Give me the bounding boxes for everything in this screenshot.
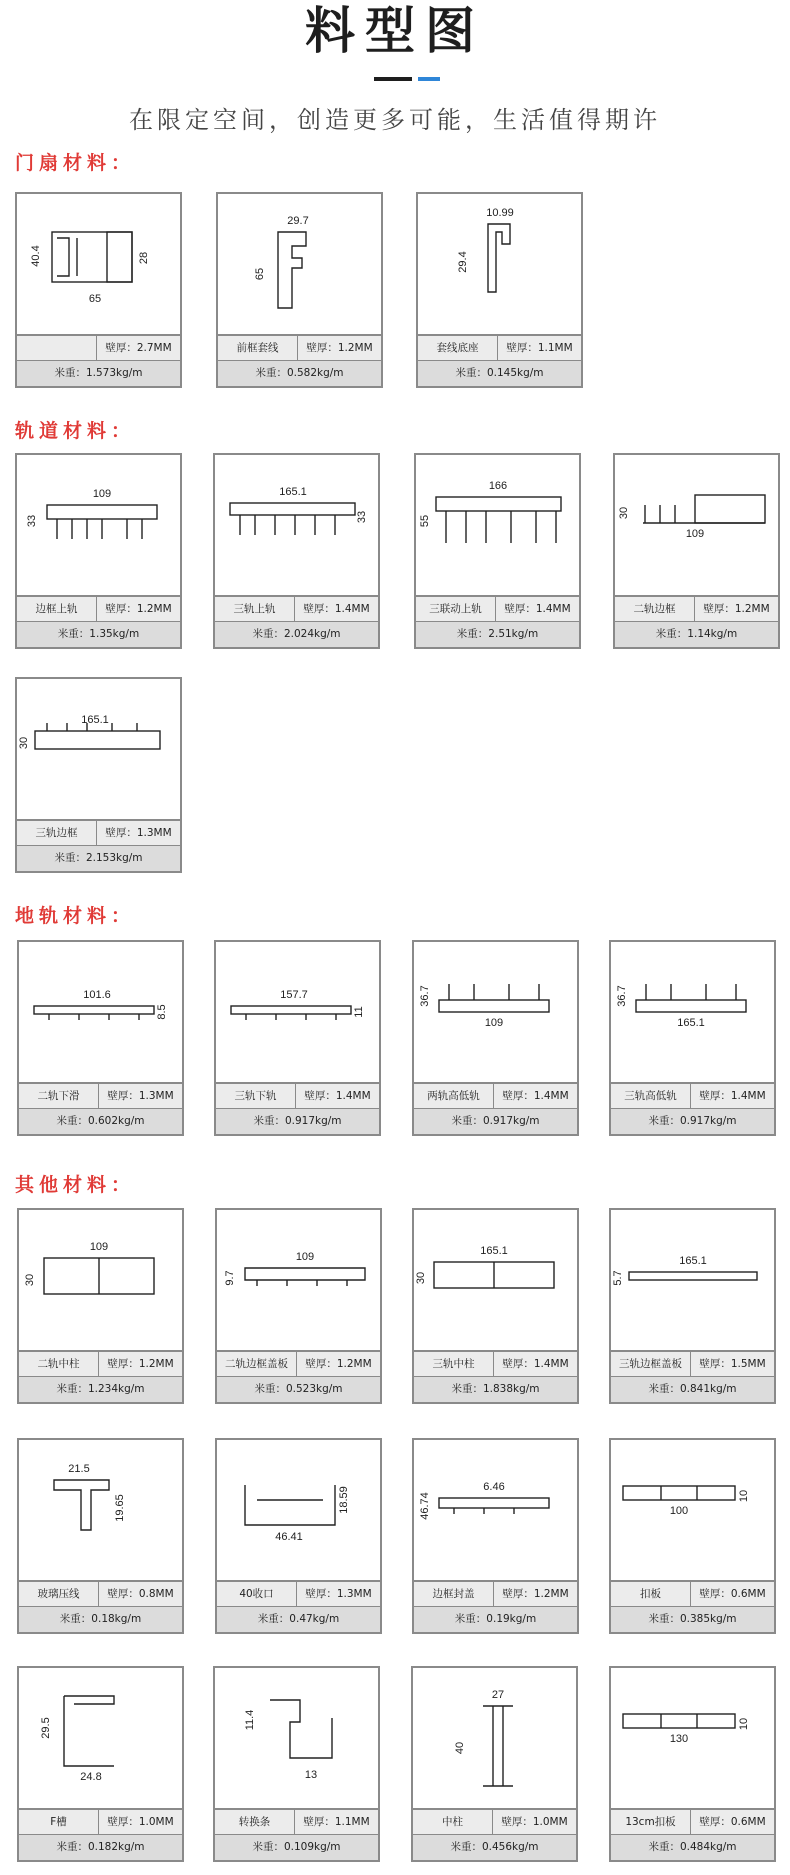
profile-drawing — [19, 1210, 182, 1350]
dimension-label: 33 — [356, 510, 368, 524]
dimension-label: 40.4 — [30, 245, 42, 267]
meter-weight: 米重：2.024kg/m — [215, 621, 378, 647]
profile-drawing-area — [416, 455, 579, 595]
dimension-label: 101.6 — [83, 989, 111, 1001]
material-name: 三轨中柱 — [414, 1352, 494, 1376]
spec-row — [17, 595, 180, 621]
meter-weight: 米重：0.47kg/m — [217, 1606, 380, 1632]
meter-weight: 米重：0.19kg/m — [414, 1606, 577, 1632]
material-card — [609, 1208, 776, 1404]
profile-drawing-area — [19, 1210, 182, 1350]
meter-weight: 米重：0.917kg/m — [414, 1108, 577, 1134]
profile-drawing-area — [611, 1440, 774, 1580]
dimension-label: 18.59 — [338, 1486, 350, 1514]
dimension-label: 165.1 — [279, 486, 307, 498]
wall-thickness: 壁厚：2.7MM — [105, 342, 172, 354]
material-name: 三轨边框 — [17, 821, 97, 845]
dimension-label: 30 — [18, 736, 30, 750]
spec-row — [19, 1350, 182, 1376]
profile-drawing-area — [17, 679, 180, 819]
profile-drawing-area — [215, 1668, 378, 1808]
spec-row — [414, 1350, 577, 1376]
wall-thickness: 壁厚：1.5MM — [699, 1358, 766, 1370]
profile-drawing-area — [414, 1440, 577, 1580]
dimension-label: 46.41 — [275, 1531, 303, 1543]
spec-row — [611, 1808, 774, 1834]
dimension-label: 165.1 — [81, 714, 109, 726]
material-name: 三轨下轨 — [216, 1084, 296, 1108]
material-name: 扣板 — [611, 1582, 691, 1606]
dimension-label: 165.1 — [677, 1017, 705, 1029]
profile-drawing — [19, 1440, 182, 1580]
meter-weight: 米重：2.153kg/m — [17, 845, 180, 871]
profile-drawing — [218, 194, 381, 334]
profile-drawing — [17, 455, 180, 595]
dimension-label: 165.1 — [480, 1245, 508, 1257]
material-name: 40收口 — [217, 1582, 297, 1606]
wall-thickness: 壁厚：1.2MM — [105, 603, 172, 615]
spec-row — [215, 1808, 378, 1834]
spec-row — [215, 595, 378, 621]
dimension-label: 65 — [88, 293, 102, 305]
wall-thickness: 壁厚：1.2MM — [502, 1588, 569, 1600]
material-card — [411, 1666, 578, 1862]
wall-thickness: 壁厚：0.6MM — [699, 1816, 766, 1828]
material-name: 两轨高低轨 — [414, 1084, 494, 1108]
meter-weight: 米重：0.385kg/m — [611, 1606, 774, 1632]
material-name: F槽 — [19, 1810, 99, 1834]
dimension-label: 28 — [138, 251, 150, 265]
spec-row — [413, 1808, 576, 1834]
profile-drawing — [217, 1440, 380, 1580]
spec-row — [19, 1580, 182, 1606]
profile-drawing — [611, 1668, 774, 1808]
material-card — [609, 940, 776, 1136]
material-name: 中柱 — [413, 1810, 493, 1834]
profile-drawing-area — [19, 1668, 182, 1808]
material-card — [213, 453, 380, 649]
profile-drawing-area — [611, 1668, 774, 1808]
spec-row — [216, 1082, 379, 1108]
profile-drawing-area — [413, 1668, 576, 1808]
meter-weight: 米重：1.573kg/m — [17, 360, 180, 386]
material-card — [609, 1438, 776, 1634]
wall-thickness: 壁厚：1.3MM — [107, 1090, 174, 1102]
dimension-label: 109 — [92, 488, 112, 500]
profile-drawing-area — [19, 1440, 182, 1580]
spec-row — [217, 1350, 380, 1376]
dimension-label: 165.1 — [679, 1255, 707, 1267]
material-card — [215, 1208, 382, 1404]
material-card — [412, 1208, 579, 1404]
wall-thickness: 壁厚：1.1MM — [303, 1816, 370, 1828]
dimension-label: 109 — [89, 1241, 109, 1253]
spec-row — [218, 334, 381, 360]
wall-thickness: 壁厚：1.3MM — [305, 1588, 372, 1600]
material-name: 三轨上轨 — [215, 597, 295, 621]
dimension-label: 5.7 — [612, 1270, 624, 1286]
material-card — [17, 1666, 184, 1862]
spec-row — [19, 1082, 182, 1108]
profile-drawing — [19, 942, 182, 1082]
material-card — [412, 940, 579, 1136]
profile-drawing — [17, 194, 180, 334]
spec-row — [414, 1082, 577, 1108]
profile-drawing — [611, 942, 774, 1082]
spec-row — [615, 595, 778, 621]
dimension-label: 130 — [669, 1733, 689, 1745]
meter-weight: 米重：0.456kg/m — [413, 1834, 576, 1860]
dimension-label: 109 — [484, 1017, 504, 1029]
wall-thickness: 壁厚：1.4MM — [303, 603, 370, 615]
profile-drawing-area — [215, 455, 378, 595]
wall-thickness: 壁厚：1.3MM — [105, 827, 172, 839]
spec-row — [414, 1580, 577, 1606]
profile-drawing — [611, 1440, 774, 1580]
meter-weight: 米重：0.917kg/m — [216, 1108, 379, 1134]
profile-drawing — [413, 1668, 576, 1808]
profile-drawing-area — [19, 942, 182, 1082]
wall-thickness: 壁厚：1.4MM — [502, 1090, 569, 1102]
dimension-label: 8.5 — [156, 1004, 168, 1020]
material-card — [609, 1666, 776, 1862]
spec-row — [418, 334, 581, 360]
meter-weight: 米重：0.18kg/m — [19, 1606, 182, 1632]
dimension-label: 33 — [26, 514, 38, 528]
profile-drawing-area — [17, 455, 180, 595]
dimension-label: 6.46 — [483, 1481, 505, 1493]
material-name: 三轨高低轨 — [611, 1084, 691, 1108]
dimension-label: 157.7 — [280, 989, 308, 1001]
profile-drawing-area — [217, 1210, 380, 1350]
page-subtitle: 在限定空间，创造更多可能，生活值得期许 — [129, 106, 661, 134]
wall-thickness: 壁厚：1.1MM — [506, 342, 573, 354]
dimension-label: 46.74 — [419, 1492, 431, 1520]
dimension-label: 21.5 — [68, 1463, 90, 1475]
wall-thickness: 壁厚：1.2MM — [306, 342, 373, 354]
profile-drawing-area — [216, 942, 379, 1082]
profile-drawing — [19, 1668, 182, 1808]
spec-row — [19, 1808, 182, 1834]
profile-drawing-area — [615, 455, 778, 595]
profile-drawing — [215, 1668, 378, 1808]
profile-drawing — [416, 455, 579, 595]
dimension-label: 27 — [491, 1689, 505, 1701]
title-underline-dark — [374, 77, 412, 81]
profile-drawing — [216, 942, 379, 1082]
dimension-label: 10 — [738, 1489, 750, 1503]
meter-weight: 米重：2.51kg/m — [416, 621, 579, 647]
material-card — [15, 677, 182, 873]
dimension-label: 100 — [669, 1505, 689, 1517]
dimension-label: 36.7 — [616, 985, 628, 1007]
spec-row — [17, 334, 180, 360]
material-name: 边框上轨 — [17, 597, 97, 621]
spec-row — [416, 595, 579, 621]
section-heading-other: 其他材料： — [15, 1174, 136, 1196]
material-card — [15, 453, 182, 649]
material-card — [414, 453, 581, 649]
wall-thickness: 壁厚：1.4MM — [504, 603, 571, 615]
meter-weight: 米重：1.838kg/m — [414, 1376, 577, 1402]
profile-drawing — [17, 679, 180, 819]
material-card — [17, 940, 184, 1136]
wall-thickness: 壁厚：1.4MM — [699, 1090, 766, 1102]
dimension-label: 10.99 — [486, 207, 514, 219]
profile-drawing-area — [611, 1210, 774, 1350]
profile-drawing — [611, 1210, 774, 1350]
profile-drawing-area — [418, 194, 581, 334]
profile-drawing-area — [611, 942, 774, 1082]
wall-thickness: 壁厚：1.2MM — [107, 1358, 174, 1370]
wall-thickness: 壁厚：1.4MM — [502, 1358, 569, 1370]
dimension-label: 9.7 — [224, 1270, 236, 1286]
wall-thickness: 壁厚：1.0MM — [501, 1816, 568, 1828]
material-card — [213, 1666, 380, 1862]
material-card — [613, 453, 780, 649]
profile-drawing-area — [17, 194, 180, 334]
profile-drawing-area — [217, 1440, 380, 1580]
meter-weight: 米重：1.14kg/m — [615, 621, 778, 647]
spec-row — [17, 819, 180, 845]
dimension-label: 11 — [353, 1006, 365, 1018]
section-heading-floor: 地轨材料： — [15, 905, 136, 927]
dimension-label: 65 — [254, 267, 266, 281]
wall-thickness: 壁厚：1.0MM — [107, 1816, 174, 1828]
dimension-label: 166 — [488, 480, 508, 492]
meter-weight: 米重：1.234kg/m — [19, 1376, 182, 1402]
meter-weight: 米重：1.35kg/m — [17, 621, 180, 647]
dimension-label: 36.7 — [419, 985, 431, 1007]
dimension-label: 30 — [618, 506, 630, 520]
dimension-label: 109 — [685, 528, 705, 540]
material-card — [416, 192, 583, 388]
wall-thickness: 壁厚：1.2MM — [305, 1358, 372, 1370]
meter-weight: 米重：0.145kg/m — [418, 360, 581, 386]
spec-row — [611, 1350, 774, 1376]
dimension-label: 19.65 — [114, 1494, 126, 1522]
material-name: 三轨边框盖板 — [611, 1352, 691, 1376]
dimension-label: 11.4 — [244, 1709, 256, 1731]
profile-drawing — [215, 455, 378, 595]
material-card — [17, 1208, 184, 1404]
page-title: 料型图 — [305, 2, 485, 60]
dimension-label: 30 — [415, 1271, 427, 1285]
material-card — [15, 192, 182, 388]
wall-thickness: 壁厚：0.6MM — [699, 1588, 766, 1600]
material-name: 二轨边框盖板 — [217, 1352, 297, 1376]
material-name — [17, 336, 97, 360]
meter-weight: 米重：0.523kg/m — [217, 1376, 380, 1402]
profile-drawing — [418, 194, 581, 334]
profile-drawing — [414, 1440, 577, 1580]
dimension-label: 30 — [24, 1273, 36, 1287]
dimension-label: 40 — [454, 1741, 466, 1755]
profile-drawing — [615, 455, 778, 595]
profile-drawing-area — [414, 942, 577, 1082]
material-card — [214, 940, 381, 1136]
dimension-label: 29.5 — [40, 1717, 52, 1739]
meter-weight: 米重：0.109kg/m — [215, 1834, 378, 1860]
spec-row — [217, 1580, 380, 1606]
material-card — [216, 192, 383, 388]
meter-weight: 米重：0.582kg/m — [218, 360, 381, 386]
dimension-label: 13 — [304, 1769, 318, 1781]
dimension-label: 24.8 — [80, 1771, 102, 1783]
material-name: 二轨中柱 — [19, 1352, 99, 1376]
meter-weight: 米重：0.182kg/m — [19, 1834, 182, 1860]
material-card — [17, 1438, 184, 1634]
dimension-label: 55 — [419, 514, 431, 528]
dimension-label: 29.7 — [287, 215, 309, 227]
material-card — [412, 1438, 579, 1634]
wall-thickness: 壁厚：1.4MM — [304, 1090, 371, 1102]
wall-thickness: 壁厚：0.8MM — [107, 1588, 174, 1600]
title-underline-blue — [418, 77, 440, 81]
spec-row — [611, 1580, 774, 1606]
wall-thickness: 壁厚：1.2MM — [703, 603, 770, 615]
material-name: 二轨边框 — [615, 597, 695, 621]
profile-drawing — [217, 1210, 380, 1350]
material-name: 转换条 — [215, 1810, 295, 1834]
profile-drawing-area — [414, 1210, 577, 1350]
material-name: 三联动上轨 — [416, 597, 496, 621]
profile-drawing-area — [218, 194, 381, 334]
dimension-label: 109 — [295, 1251, 315, 1263]
section-heading-track: 轨道材料： — [15, 420, 136, 442]
meter-weight: 米重：0.917kg/m — [611, 1108, 774, 1134]
material-name: 玻璃压线 — [19, 1582, 99, 1606]
material-name: 前框套线 — [218, 336, 298, 360]
material-card — [215, 1438, 382, 1634]
spec-row — [611, 1082, 774, 1108]
material-name: 边框封盖 — [414, 1582, 494, 1606]
material-name: 13cm扣板 — [611, 1810, 691, 1834]
dimension-label: 29.4 — [457, 251, 469, 273]
meter-weight: 米重：0.484kg/m — [611, 1834, 774, 1860]
meter-weight: 米重：0.602kg/m — [19, 1108, 182, 1134]
dimension-label: 10 — [738, 1717, 750, 1731]
meter-weight: 米重：0.841kg/m — [611, 1376, 774, 1402]
material-name: 套线底座 — [418, 336, 498, 360]
profile-drawing — [414, 942, 577, 1082]
profile-drawing — [414, 1210, 577, 1350]
section-heading-door: 门扇材料： — [15, 152, 136, 174]
material-name: 二轨下滑 — [19, 1084, 99, 1108]
